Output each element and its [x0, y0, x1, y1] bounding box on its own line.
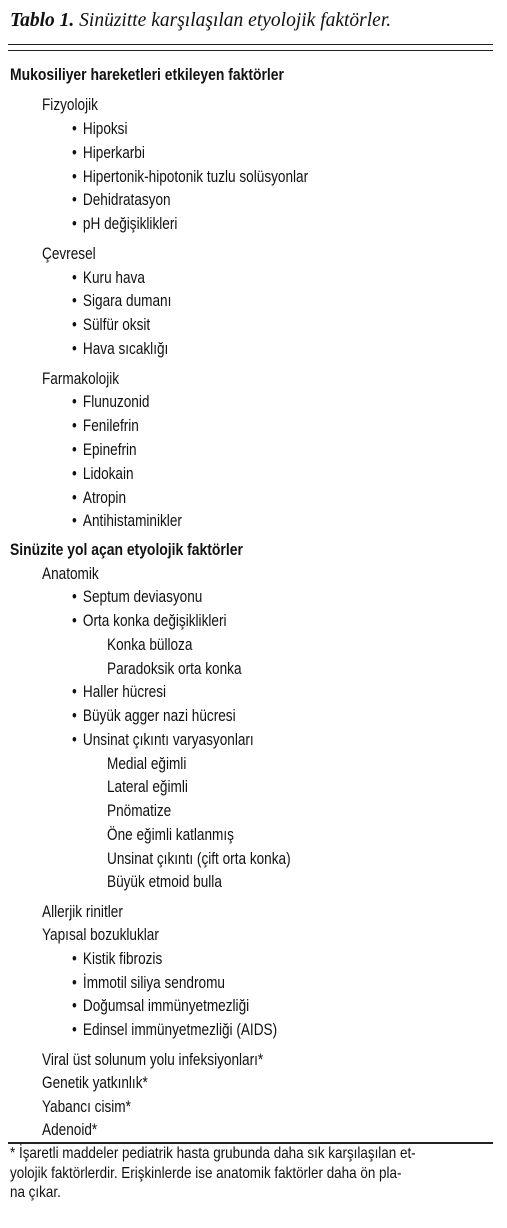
list-item: • Lidokain	[72, 464, 134, 484]
sub-item: Konka bülloza	[107, 636, 193, 654]
group-label: Genetik yatkınlık*	[42, 1074, 148, 1092]
list-item: • Kistik fibrozis	[72, 949, 162, 969]
sub-item: Paradoksik orta konka	[107, 660, 242, 678]
list-item: • Unsinat çıkıntı varyasyonları	[72, 730, 254, 750]
group-label: Çevresel	[42, 245, 96, 263]
sub-item: Öne eğimli katlanmış	[107, 826, 234, 844]
list-item: • Orta konka değişiklikleri	[72, 611, 227, 631]
list-item: • Atropin	[72, 488, 126, 508]
list-item: • Haller hücresi	[72, 682, 166, 702]
section-heading: Mukosiliyer hareketleri etkileyen faktörler	[10, 66, 284, 84]
group-label: Adenoid*	[42, 1121, 98, 1139]
list-item: • Septum deviasyonu	[72, 587, 202, 607]
group-label: Anatomik	[42, 565, 99, 583]
sub-item: Lateral eğimli	[107, 778, 188, 796]
list-item: • Flunuzonid	[72, 392, 149, 412]
table-caption: Sinüzitte karşılaşılan etyolojik faktörler.	[74, 10, 392, 31]
footnote	[10, 1144, 489, 1203]
section-heading: Sinüzite yol açan etyolojik faktörler	[10, 541, 243, 559]
list-item: • Hipertonik-hipotonik tuzlu solüsyonlar	[72, 167, 308, 187]
sub-item: Unsinat çıkıntı (çift orta konka)	[107, 850, 291, 868]
list-item: • Hipoksi	[72, 119, 128, 139]
group-label: Viral üst solunum yolu infeksiyonları*	[42, 1051, 264, 1069]
list-item: • Kuru hava	[72, 268, 145, 288]
list-item: • Hiperkarbi	[72, 143, 145, 163]
list-item: • Antihistaminikler	[72, 511, 182, 531]
list-item: • Edinsel immünyetmezliği (AIDS)	[72, 1020, 277, 1040]
list-item: • Sülfür oksit	[72, 315, 150, 335]
group-label: Yapısal bozukluklar	[42, 926, 159, 944]
sub-item: Pnömatize	[107, 802, 172, 820]
group-label: Allerjik rinitler	[42, 903, 123, 921]
list-item: • İmmotil siliya sendromu	[72, 973, 225, 993]
footnote-line: yolojik faktörlerdir. Erişkinlerde ise anatomik faktörler daha ön pla-	[10, 1164, 402, 1182]
footnote-line: * İşaretli maddeler pediatrik hasta grubunda daha sık karşılaşılan et-	[10, 1145, 416, 1162]
list-item: • Doğumsal immünyetmezliği	[72, 996, 249, 1016]
list-item: • Sigara dumanı	[72, 291, 171, 311]
footnote-line: na çıkar.	[10, 1184, 61, 1201]
title-rule-bottom	[8, 50, 493, 51]
list-item: • pH değişiklikleri	[72, 214, 177, 234]
list-item: • Büyük agger nazi hücresi	[72, 706, 236, 726]
group-label: Fizyolojik	[42, 96, 98, 114]
list-item: • Hava sıcaklığı	[72, 339, 168, 359]
table-number: Tablo 1.	[10, 10, 75, 31]
group-label: Farmakolojik	[42, 370, 120, 388]
list-item: • Epinefrin	[72, 440, 137, 460]
list-item: • Dehidratasyon	[72, 190, 171, 210]
group-label: Yabancı cisim*	[42, 1098, 131, 1116]
title-rule-top	[8, 44, 493, 45]
sub-item: Büyük etmoid bulla	[107, 873, 222, 891]
sub-item: Medial eğimli	[107, 755, 187, 773]
table-title	[10, 10, 500, 32]
list-item: • Fenilefrin	[72, 416, 139, 436]
